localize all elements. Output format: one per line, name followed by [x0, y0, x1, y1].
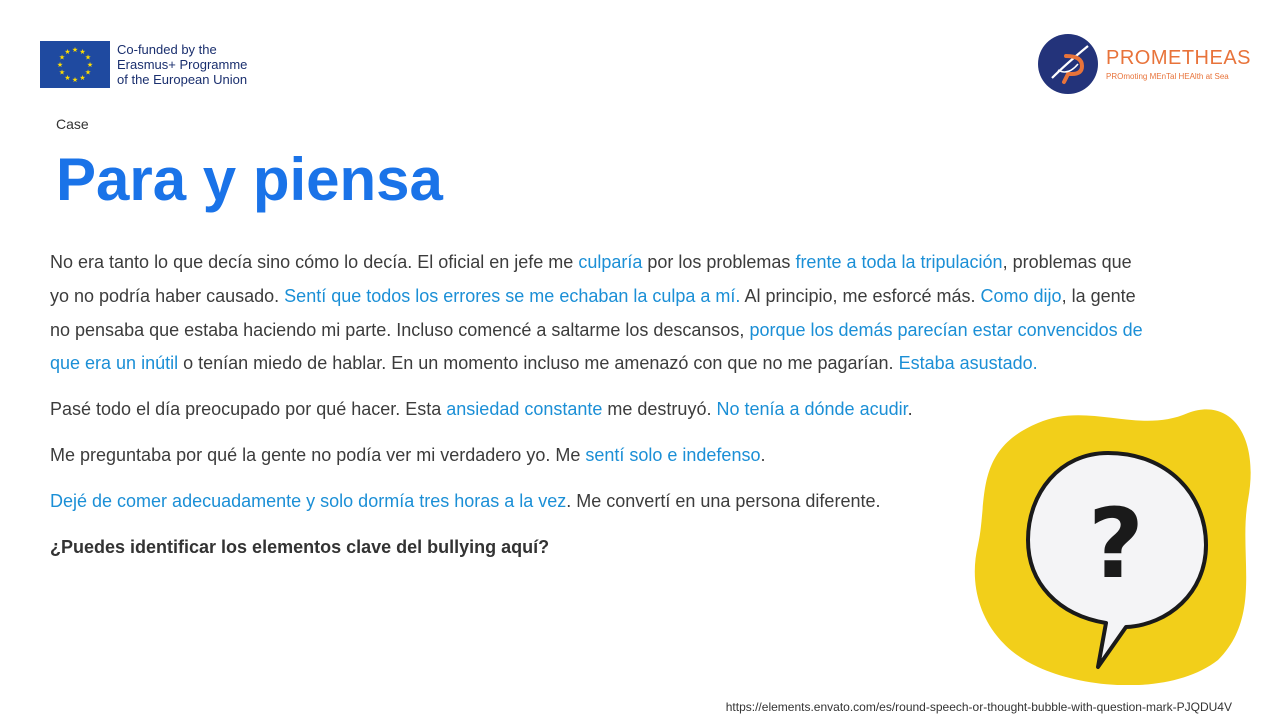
image-credit-url: https://elements.envato.com/es/round-speech-or-thought-bubble-with-question-mark-PJQDU4V	[725, 700, 1232, 714]
highlighted-phrase: Estaba asustado.	[898, 353, 1038, 374]
svg-text:?: ?	[1088, 488, 1144, 600]
prometheas-emblem-icon	[1038, 34, 1098, 94]
eu-star-icon: ★	[64, 48, 71, 56]
highlighted-phrase: No tenía a dónde acudir	[716, 399, 908, 420]
eu-text-line: Co-funded by the	[117, 42, 217, 57]
text-segment: . Me convertí en una persona diferente.	[566, 490, 881, 511]
logo-subtitle: PROmoting MEnTal HEAlth at Sea	[1106, 71, 1229, 81]
eu-text-line: Erasmus+ Programme	[117, 57, 248, 72]
highlighted-phrase: Sentí que todos los errores se me echaban la culpa a mí.	[284, 285, 741, 306]
text-segment: por los problemas	[642, 252, 796, 272]
eu-star-icon: ★	[64, 74, 71, 82]
logo-title: PROMETHEAS	[1106, 46, 1252, 69]
eu-cofunding-text	[117, 42, 247, 87]
question-mark-speech-bubble-icon	[968, 405, 1258, 685]
text-segment: , la gente no pensaba que estaba haciendo mi parte. Incluso comencé a saltarme los descansos,	[50, 285, 1136, 340]
eu-star-icon: ★	[71, 76, 79, 84]
text-segment: .	[907, 399, 913, 420]
page-title: Para y piensa	[56, 146, 443, 213]
eu-star-icon: ★	[56, 61, 64, 69]
highlighted-phrase: porque los demás parecían estar convencidos de que era un inútil	[50, 319, 1143, 374]
text-segment: .	[760, 444, 766, 465]
eu-cofunding-badge	[40, 41, 247, 88]
text-segment: Me preguntaba por qué la gente no podía ver mi verdadero yo. Me	[50, 444, 586, 465]
highlighted-phrase: culparía	[578, 252, 643, 272]
text-segment: Al principio, me esforcé más.	[740, 285, 981, 306]
prometheas-logo	[1038, 34, 1251, 94]
eu-text-line: of the European Union	[117, 72, 248, 87]
eu-flag-icon	[40, 41, 110, 88]
prometheas-wordmark	[1106, 47, 1251, 82]
text-segment: , problemas que yo no podría haber causado.	[50, 252, 1132, 306]
highlighted-phrase: sentí solo e indefenso	[585, 444, 761, 465]
eu-star-icon: ★	[58, 68, 66, 77]
text-segment: me destruyó.	[602, 399, 717, 420]
eu-star-icon: ★	[84, 68, 92, 77]
text-segment: o tenían miedo de hablar. En un momento incluso me amenazó con que no me pagarían.	[178, 353, 899, 374]
highlighted-phrase: frente a toda la tripulación	[795, 252, 1003, 272]
highlighted-phrase: Como dijo	[980, 285, 1062, 306]
eu-star-icon: ★	[84, 53, 92, 62]
story-paragraph	[50, 246, 1145, 381]
highlighted-phrase: ansiedad constante	[446, 399, 603, 420]
discussion-question: ¿Puedes identificar los elementos clave del bullying aquí?	[50, 536, 550, 557]
text-segment: Pasé todo el día preocupado por qué hacer. Esta	[50, 399, 447, 420]
highlighted-phrase: Dejé de comer adecuadamente y solo dormía tres horas a la vez	[50, 490, 567, 511]
eu-star-icon: ★	[79, 48, 86, 56]
case-label: Case	[56, 116, 89, 132]
text-segment: No era tanto lo que decía sino cómo lo decía. El oficial en jefe me	[50, 252, 579, 272]
eu-star-icon: ★	[58, 53, 66, 62]
eu-star-icon: ★	[86, 61, 94, 69]
eu-star-icon: ★	[79, 74, 86, 82]
eu-star-icon: ★	[71, 46, 79, 54]
